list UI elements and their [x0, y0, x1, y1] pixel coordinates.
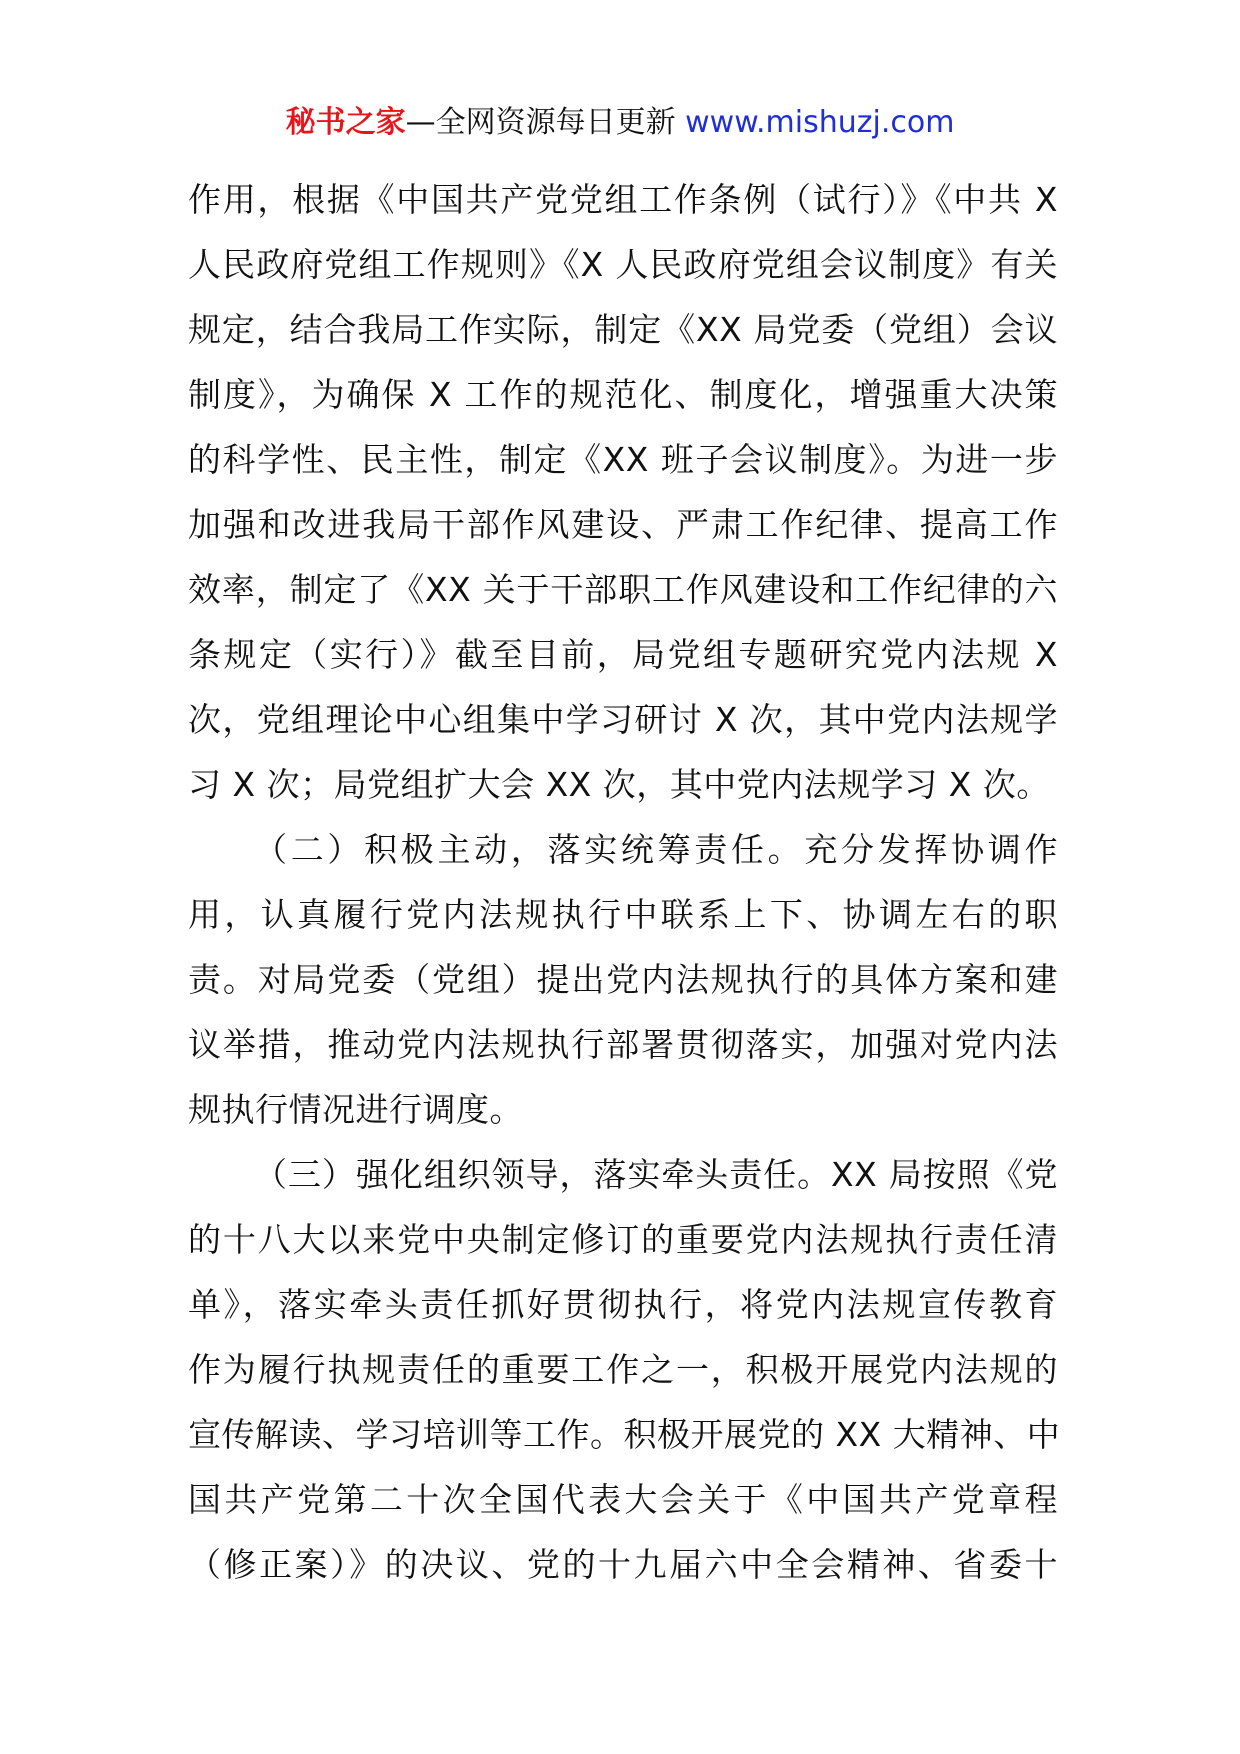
text-line: 条规定（实行）》截至目前，局党组专题研究党内法规 X	[188, 635, 1058, 674]
text-line: 的十八大以来党中央制定修订的重要党内法规执行责任清	[188, 1220, 1058, 1259]
text-line: 作为履行执规责任的重要工作之一，积极开展党内法规的	[188, 1350, 1058, 1389]
text-line: 用，认真履行党内法规执行中联系上下、协调左右的职	[188, 895, 1058, 934]
text-line: 效率，制定了《XX 关于干部职工作风建设和工作纪律的六	[188, 570, 1058, 609]
site-url-link[interactable]: www.mishuzj.com	[685, 105, 955, 140]
text-line: （修正案）》的决议、党的十九届六中全会精神、省委十	[188, 1545, 1058, 1584]
site-tagline: —全网资源每日更新	[405, 105, 686, 140]
document-body	[188, 167, 1061, 1597]
paragraph-heading-line: （三）强化组织领导，落实牵头责任。XX 局按照《党	[254, 1155, 1058, 1194]
text-line: 人民政府党组工作规则》《X 人民政府党组会议制度》有关	[188, 245, 1058, 284]
site-brand: 秘书之家	[285, 105, 406, 140]
text-line: 作用，根据《中国共产党党组工作条例（试行）》《中共 X	[188, 180, 1058, 219]
text-line: 的科学性、民主性，制定《XX 班子会议制度》。为进一步	[188, 440, 1058, 479]
text-line: 习 X 次；局党组扩大会 XX 次，其中党内法规学习 X 次。	[188, 765, 1050, 804]
text-line: 宣传解读、学习培训等工作。积极开展党的 XX 大精神、中	[188, 1415, 1061, 1454]
paragraph-heading-line: （二）积极主动，落实统筹责任。充分发挥协调作	[254, 830, 1058, 869]
text-line: 加强和改进我局干部作风建设、严肃工作纪律、提高工作	[188, 505, 1058, 544]
text-line: 责。对局党委（党组）提出党内法规执行的具体方案和建	[188, 960, 1058, 999]
text-line: 规执行情况进行调度。	[188, 1090, 523, 1129]
site-header	[0, 100, 1240, 146]
text-line: 规定，结合我局工作实际，制定《XX 局党委（党组）会议	[188, 310, 1058, 349]
text-line: 国共产党第二十次全国代表大会关于《中国共产党章程	[188, 1480, 1058, 1519]
text-line: 单》，落实牵头责任抓好贯彻执行，将党内法规宣传教育	[188, 1285, 1058, 1324]
text-line: 次，党组理论中心组集中学习研讨 X 次，其中党内法规学	[188, 700, 1058, 739]
text-line: 制度》，为确保 X 工作的规范化、制度化，增强重大决策	[188, 375, 1058, 414]
text-line: 议举措，推动党内法规执行部署贯彻落实，加强对党内法	[188, 1025, 1058, 1064]
